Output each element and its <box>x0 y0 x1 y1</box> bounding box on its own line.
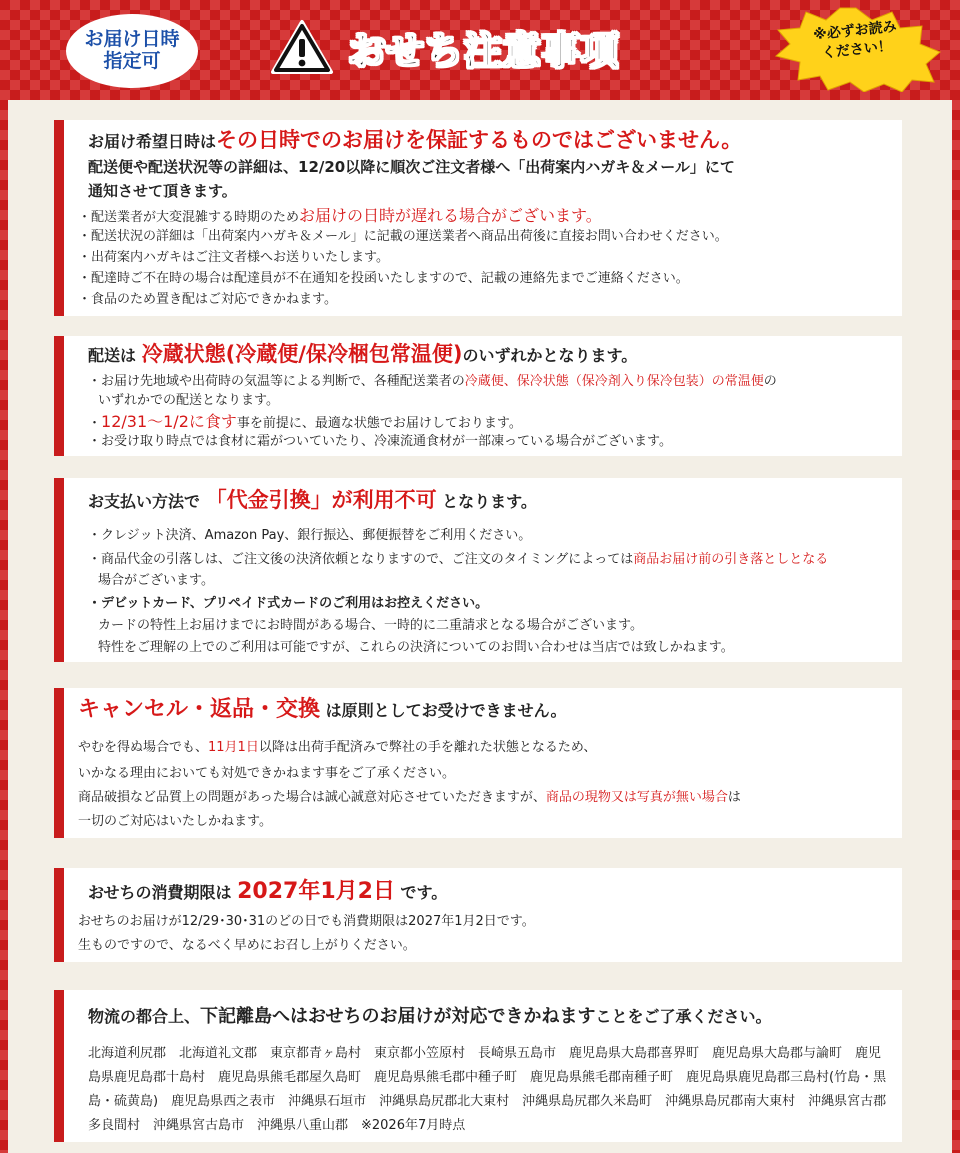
section6-heading <box>88 1002 772 1028</box>
s4-line4: 一切のご対応はいたしかねます。 <box>78 814 272 829</box>
s3-head-c: となります。 <box>442 492 537 511</box>
s4-line2: いかなる理由においても対処できかねます事をご了承ください。 <box>78 766 456 781</box>
s4-line3 <box>78 788 741 808</box>
section-expiration <box>54 868 902 962</box>
s1-bullet1 <box>78 206 602 228</box>
page-title: おせち注意事項 <box>348 28 620 73</box>
s6-head-a: 物流の都合上、 <box>88 1007 201 1026</box>
s4-head-b: は原則としてお受けできません。 <box>325 701 567 720</box>
s1-head1-b: その日時でのお届けを保証するものではございません。 <box>216 128 743 152</box>
badge-right-line2: ください！ <box>821 38 893 62</box>
s3-bullet1: ・クレジット決済、Amazon Pay、銀行振込、郵便振替をご利用ください。 <box>88 528 532 543</box>
s1-b1-b: お届けの日時が遅れる場合がございます。 <box>299 206 602 225</box>
s4-l1-a: やむを得ぬ場合でも、 <box>78 740 209 755</box>
section5-heading <box>88 874 447 905</box>
s1-head3: 通知させて頂きます。 <box>88 182 237 200</box>
title-wrap <box>270 14 620 80</box>
s3-b2-b: 商品お届け前の引き落としとなる <box>633 552 829 567</box>
s2-b2-b: 12/31〜1/2に食す <box>101 412 237 431</box>
section2-heading <box>88 338 637 368</box>
s4-l3-c: は <box>727 790 741 805</box>
s2-bullet2 <box>88 412 522 434</box>
s2-head-b: 冷蔵状態(冷蔵便/保冷梱包常温便) <box>141 342 463 366</box>
s2-b1-c: の <box>763 374 777 389</box>
s3-b2-a: ・商品代金の引落しは、ご注文後の決済依頼となりますので、ご注文のタイミングによっては <box>88 552 634 567</box>
warning-triangle-icon <box>270 19 334 75</box>
s6-head-c: ことをご了承ください。 <box>595 1007 772 1026</box>
s5-head-b: 2027年1月2日 <box>237 879 395 904</box>
must-read-badge <box>768 6 944 92</box>
delivery-date-badge <box>66 14 198 88</box>
s1-head2: 配送便や配送状況等の詳細は、12/20以降に順次ご注文者様へ「出荷案内ハガキ＆メール」にて <box>88 158 735 176</box>
s5-head-a: おせちの消費期限は <box>88 883 232 902</box>
s4-l3-b: 商品の現物又は写真が無い場合 <box>545 790 728 805</box>
s3-bullet2 <box>88 550 828 570</box>
s4-head-a: キャンセル・返品・交換 <box>78 697 321 722</box>
s2-b1-a: ・お届け先地域や出荷時の気温等による判断で、各種配送業者の <box>88 374 465 389</box>
section-delivery-date <box>54 120 902 316</box>
s5-head-c: です。 <box>400 883 448 902</box>
s2-b2-a: ・ <box>88 416 102 431</box>
s3-bullet5: 特性をご理解の上でのご利用は可能ですが、これらの決済についてのお問い合わせは当店では致しかねます。 <box>98 640 734 655</box>
s2-bullet1 <box>88 372 777 392</box>
s1-head1-a: お届け希望日時は <box>88 132 217 151</box>
section1-heading <box>88 124 742 154</box>
badge-right-line1: ※必ずお読み <box>812 18 898 44</box>
section-remote-islands <box>54 990 902 1142</box>
s1-bullet5: ・食品のため置き配はご対応できかねます。 <box>78 292 337 307</box>
island-list: 北海道利尻郡 北海道礼文郡 東京都青ヶ島村 東京都小笠原村 長崎県五島市 鹿児島県大島郡喜界町 鹿児島県大島郡与論町 鹿児島県鹿児島郡十島村 鹿児島県熊毛郡屋久島町 鹿児島県熊毛郡中種子町 鹿児島県熊毛郡南種子町 鹿児島県鹿児島郡三島村(竹島・黒島・硫黄島) 鹿児島県西之表市 沖縄県石垣市 沖縄県島尻郡北大東村 沖縄県島尻郡久米島町 沖縄県島尻郡南大東村 沖縄県宮古郡多良間村 沖縄県宮古島市 沖縄県八重山郡 ※2026年7月時点 <box>88 1046 887 1133</box>
s1-bullet3: ・出荷案内ハガキはご注文者様へお送りいたします。 <box>78 250 389 265</box>
section-payment <box>54 478 902 662</box>
header <box>0 0 960 100</box>
s4-l1-b: 11月1日 <box>208 740 259 755</box>
badge-left-line1: お届け日時 <box>84 28 180 51</box>
section3-heading <box>88 484 537 514</box>
s5-line2: 生ものですので、なるべく早めにお召し上がりください。 <box>78 938 416 953</box>
section-shipping-temperature <box>54 336 902 456</box>
s4-l3-a: 商品破損など品質上の問題があった場合は誠心誠意対応させていただきますが、 <box>78 790 546 805</box>
s4-line1 <box>78 738 596 758</box>
s2-bullet1-cont: いずれかでの配送となります。 <box>98 393 279 408</box>
section4-heading <box>78 692 567 723</box>
s4-l1-c: 以降は出荷手配済みで弊社の手を離れた状態となるため、 <box>258 740 597 755</box>
s6-head-b: 下記離島へはおせちのお届けが対応できかねます <box>200 1006 596 1027</box>
s2-b1-b: 冷蔵便、保冷状態（保冷剤入り保冷包装）の常温便 <box>464 374 764 389</box>
s5-line1: おせちのお届けが12/29･30･31のどの日でも消費期限は2027年1月2日です。 <box>78 914 535 929</box>
s2-head-a: 配送は <box>88 346 137 365</box>
s2-bullet3: ・お受け取り時点では食材に霜がついていたり、冷凍流通食材が一部凍っている場合がございます。 <box>88 434 672 449</box>
s3-head-b: 「代金引換」が利用不可 <box>205 488 437 512</box>
s3-head-a: お支払い方法で <box>88 492 201 511</box>
section-cancellation <box>54 688 902 838</box>
s1-bullet4: ・配達時ご不在時の場合は配達員が不在通知を投函いたしますので、記載の連絡先までご連絡ください。 <box>78 271 689 286</box>
s3-bullet3: ・デビットカード、プリペイド式カードのご利用はお控えください。 <box>88 596 489 611</box>
s3-bullet4: カードの特性上お届けまでにお時間がある場合、一時的に二重請求となる場合がございます。 <box>98 618 643 633</box>
s1-b1-a: ・配送業者が大変混雑する時期のため <box>78 210 300 225</box>
s2-b2-c: 事を前提に、最適な状態でお届けしております。 <box>236 416 522 431</box>
s2-head-c: のいずれかとなります。 <box>462 346 638 365</box>
s1-bullet2: ・配送状況の詳細は「出荷案内ハガキ＆メール」に記載の運送業者へ商品出荷後に直接お問い合わせください。 <box>78 229 728 244</box>
s3-bullet2-cont: 場合がございます。 <box>98 573 214 588</box>
badge-left-line2: 指定可 <box>103 50 161 72</box>
